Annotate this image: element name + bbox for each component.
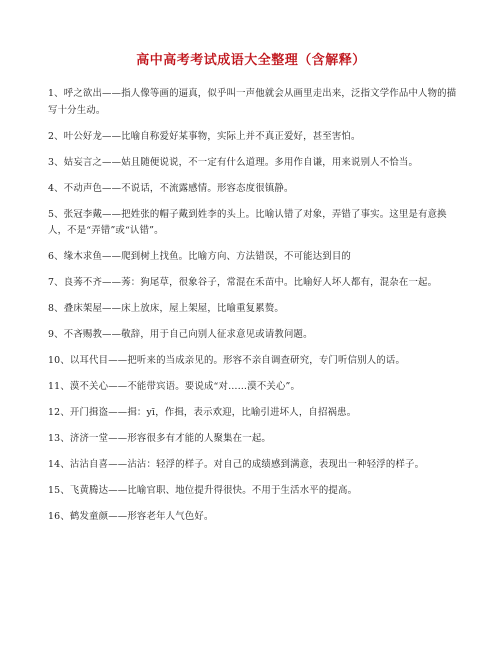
idiom-list <box>48 86 464 535</box>
idiom-entry: 10、以耳代目——把听来的当成亲见的。形容不亲自调查研究，专门听信别人的话。 <box>48 355 406 366</box>
idiom-entry: 12、开门揖盗——揖：yī，作揖，表示欢迎，比喻引进坏人，自招祸患。 <box>48 407 357 418</box>
idiom-entry: 16、鹤发童颜——形容老年人气色好。 <box>48 511 214 522</box>
idiom-entry: 14、沾沾自喜——沾沾：轻浮的样子。对自己的成绩感到满意，表现出一种轻浮的样子。 <box>48 459 425 470</box>
idiom-entry: 13、济济一堂——形容很多有才能的人聚集在一起。 <box>48 433 271 444</box>
idiom-entry: 5、张冠李戴——把姓张的帽子戴到姓李的头上。比喻认错了对象，弄错了事实。这里是有意换人，不是“弄错”或“认错”。 <box>48 208 447 236</box>
idiom-entry: 6、缘木求鱼——爬到树上找鱼。比喻方向、方法错误，不可能达到目的 <box>48 251 351 262</box>
idiom-entry: 1、呼之欲出——指人像等画的逼真，似乎叫一声他就会从画里走出来，泛指文学作品中人物的描写十分生动。 <box>48 88 457 116</box>
idiom-entry: 7、良莠不齐——莠：狗尾草，很象谷子，常混在禾苗中。比喻好人坏人都有，混杂在一起。 <box>48 277 438 288</box>
idiom-entry: 2、叶公好龙——比喻自称爱好某事物，实际上并不真正爱好，甚至害怕。 <box>48 130 361 142</box>
idiom-entry: 9、不吝赐教——敬辞，用于自己向别人征求意见或请教问题。 <box>48 329 313 340</box>
idiom-entry: 4、不动声色——不说话，不流露感情。形容态度很镇静。 <box>48 182 294 194</box>
idiom-entry: 15、飞黄腾达——比喻官职、地位提升得很快。不用于生活水平的提高。 <box>48 485 358 496</box>
idiom-entry: 3、姑妄言之——姑且随便说说，不一定有什么道理。多用作自谦，用来说别人不恰当。 <box>48 156 419 168</box>
document-title: 高中高考考试成语大全整理（含解释） <box>136 53 366 68</box>
idiom-entry: 8、叠床架屋——床上放床，屋上架屋，比喻重复累赘。 <box>48 303 284 314</box>
idiom-entry: 11、漠不关心——不能带宾语。要说成“对……漠不关心”。 <box>48 381 301 392</box>
